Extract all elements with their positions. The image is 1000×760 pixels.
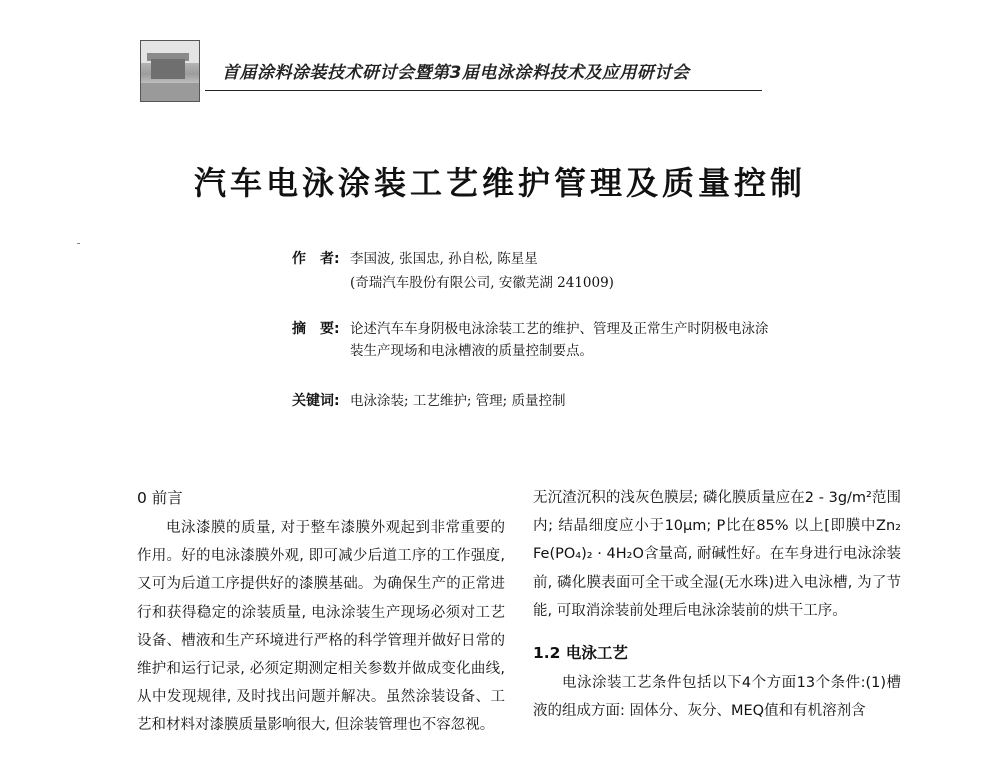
running-header: 首届涂料涂装技术研讨会暨第3届电泳涂料技术及应用研讨会 xyxy=(222,63,690,83)
intro-paragraph: 电泳漆膜的质量, 对于整车漆膜外观起到非常重要的作用。好的电泳漆膜外观, 即可减少后道工序的工作强度, 又可为后道工序提供好的漆膜基础。为确保生产的正常进行和获得稳定的涂装质量, 电泳涂装生产现场必须对工艺设备、槽液和生产环境进行严格的科学管理并做好日常的维护和运行记录, 必须定期测定相关参数并做成变化曲线, 从中发现规律, 及时找出问题并解决。虽然涂装设备、工艺和材料对漆膜质量影响很大, 但涂装管理也不容忽视。 xyxy=(137,520,505,734)
abstract-text: 论述汽车车身阴极电泳涂装工艺的维护、管理及正常生产时阴极电泳涂装生产现场和电泳槽液的质量控制要点。 xyxy=(350,321,769,359)
ep-process-paragraph: 电泳涂装工艺条件包括以下4个方面13个条件:(1)槽液的组成方面: 固体分、灰分、MEQ值和有机溶剂含 xyxy=(533,675,901,720)
scan-speck xyxy=(77,243,80,244)
header-logo-image xyxy=(140,40,200,102)
abstract-label: 摘 要: xyxy=(292,321,340,337)
keywords-label: 关键词: xyxy=(292,393,340,409)
author-list: 李国波, 张国忠, 孙自松, 陈星星 xyxy=(350,251,538,267)
phosphate-paragraph: 无沉渣沉积的浅灰色膜层; 磷化膜质量应在2 - 3g/m²范围内; 结晶细度应小于10μm; P比在85% 以上[即膜中Zn₂ Fe(PO₄)₂ · 4H₂O含量高, 耐碱性好。在车身进行电泳涂装前, 磷化膜表面可全干或全湿(无水珠)进入电泳槽, 为了节能, 可取消涂装前处理后电泳涂装前的烘干工序。 xyxy=(533,490,901,619)
affiliation: (奇瑞汽车股份有限公司, 安徽芜湖 241009) xyxy=(350,275,614,291)
right-column xyxy=(533,484,901,725)
author-label: 作 者: xyxy=(292,251,340,267)
section-heading-intro: 0 前言 xyxy=(137,489,183,507)
header-rule xyxy=(205,90,762,91)
left-column xyxy=(137,484,505,740)
section-heading-ep-process: 1.2 电泳工艺 xyxy=(533,644,628,663)
paper-title: 汽车电泳涂装工艺维护管理及质量控制 xyxy=(193,164,806,202)
keywords-text: 电泳涂装; 工艺维护; 管理; 质量控制 xyxy=(350,393,566,409)
